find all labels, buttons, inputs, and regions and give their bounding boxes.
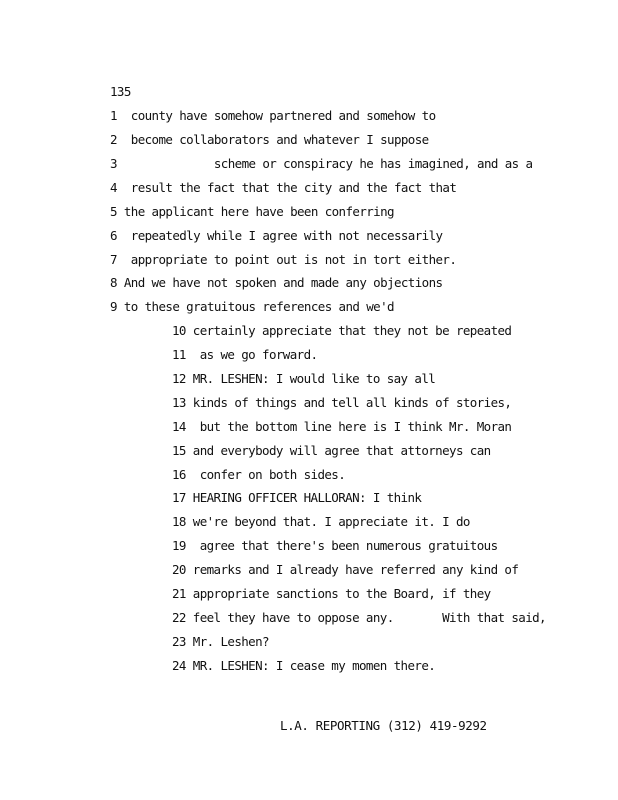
transcript-line-16: 16 confer on both sides. — [172, 467, 346, 482]
transcript-line-15: 15 and everybody will agree that attorneys can — [172, 443, 491, 458]
transcript-line-11: 11 as we go forward. — [172, 347, 318, 362]
transcript-line-19: 19 agree that there's been numerous gratuitous — [172, 538, 498, 553]
transcript-line-9: 9 to these gratuitous references and we'd — [110, 299, 394, 314]
transcript-line-20: 20 remarks and I already have referred any kind of — [172, 562, 519, 577]
transcript-line-13: 13 kinds of things and tell all kinds of stories, — [172, 395, 512, 410]
transcript-line-21: 21 appropriate sanctions to the Board, if they — [172, 586, 491, 601]
transcript-line-8: 8 And we have not spoken and made any objections — [110, 275, 443, 290]
transcript-line-4: 4 result the fact that the city and the fact that — [110, 180, 457, 195]
transcript-line-23: 23 Mr. Leshen? — [172, 634, 269, 649]
transcript-line-22: 22 feel they have to oppose any. With that said, — [172, 610, 546, 625]
transcript-line-7: 7 appropriate to point out is not in tort either. — [110, 252, 457, 267]
transcript-line-6: 6 repeatedly while I agree with not necessarily — [110, 228, 443, 243]
transcript-line-12: 12 MR. LESHEN: I would like to say all — [172, 371, 436, 386]
transcript-line-14: 14 but the bottom line here is I think Mr. Moran — [172, 419, 512, 434]
transcript-line-17: 17 HEARING OFFICER HALLORAN: I think — [172, 490, 422, 505]
transcript-line-10: 10 certainly appreciate that they not be repeated — [172, 323, 512, 338]
transcript-line-18: 18 we're beyond that. I appreciate it. I do — [172, 514, 470, 529]
reporter-footer: L.A. REPORTING (312) 419-9292 — [280, 718, 487, 733]
page-number: 135 — [110, 84, 131, 99]
transcript-line-3: 3 scheme or conspiracy he has imagined, and as a — [110, 156, 533, 171]
transcript-line-24: 24 MR. LESHEN: I cease my momen there. — [172, 658, 436, 673]
transcript-line-1: 1 county have somehow partnered and somehow to — [110, 108, 436, 123]
transcript-line-5: 5 the applicant here have been conferring — [110, 204, 394, 219]
transcript-line-2: 2 become collaborators and whatever I suppose — [110, 132, 429, 147]
